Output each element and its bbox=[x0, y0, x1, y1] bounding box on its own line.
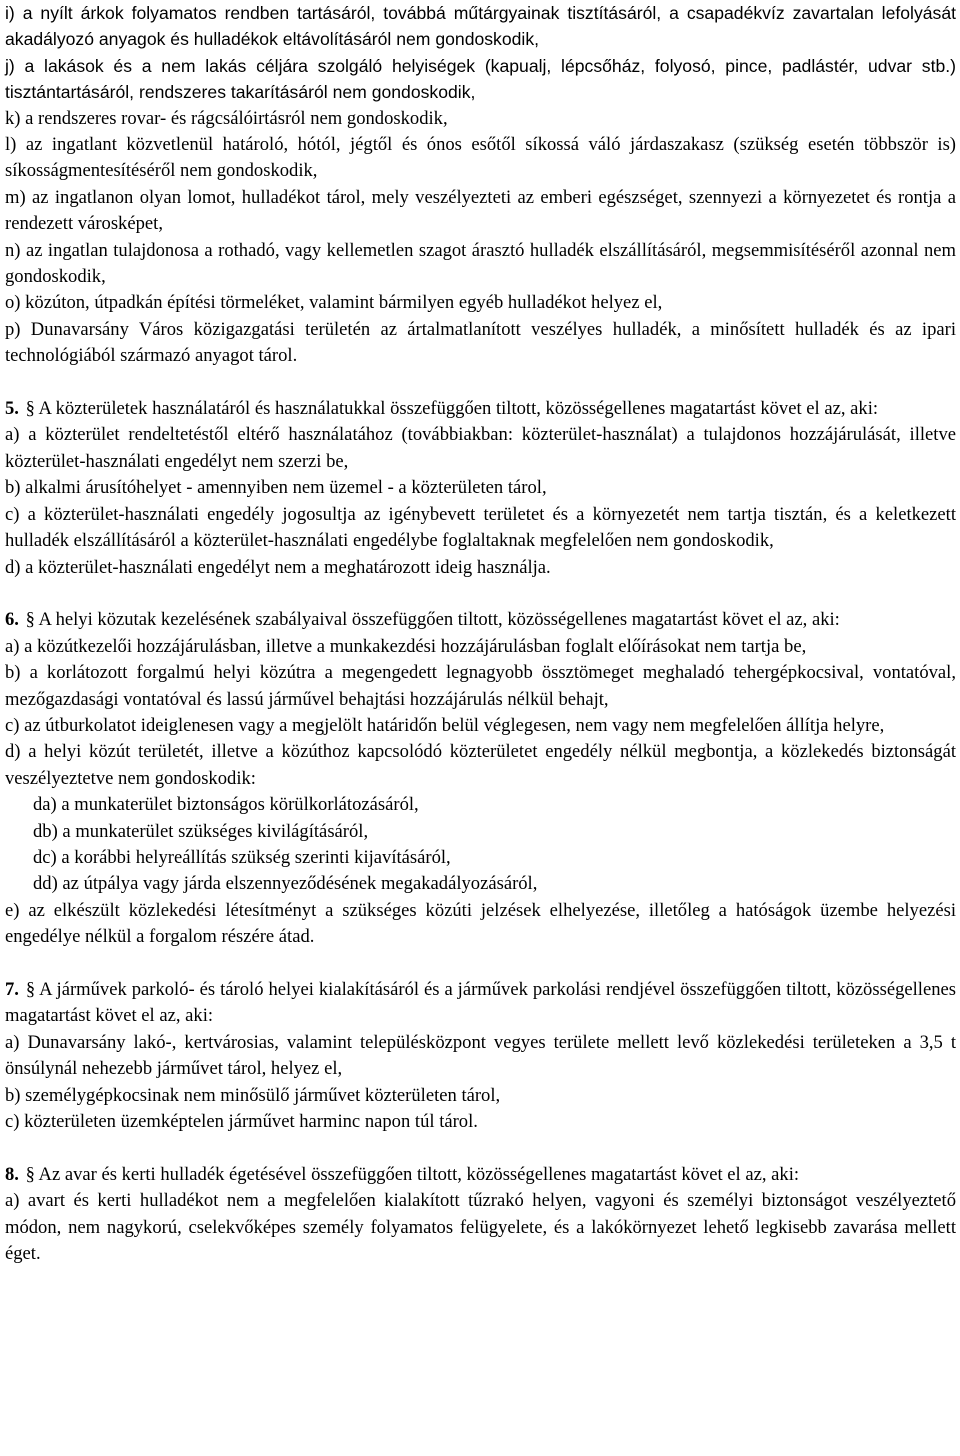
section-6-item-e: e) az elkészült közlekedési létesítményt a szükséges közúti jelzések elhelyezése, illetőleg a hatóságok üzembe helyezési engedélye nélkül a forgalom részére átad. bbox=[5, 899, 956, 948]
item-o: o) közúton, útpadkán építési törmeléket, valamint bármilyen egyéb hulladékot helyez el, bbox=[5, 292, 663, 314]
section-6-intro bbox=[5, 607, 956, 633]
section-6-subitem-dd: dd) az útpálya vagy járda elszennyeződésének megakadályozásáról, bbox=[33, 873, 538, 895]
section-6-item-d: d) a helyi közút területét, illetve a közúthoz kapcsolódó közterületet engedély nélkül megbontja, a közlekedés biztonságát veszélyeztetve nem gondoskodik: bbox=[5, 741, 956, 789]
section-5-item-b: b) alkalmi árusítóhelyet - amennyiben nem üzemel - a közterületen tárol, bbox=[5, 477, 547, 499]
item-l: l) az ingatlant közvetlenül határoló, hótól, jégtől és ónos esőtől síkossá váló járdaszakasz (szükség esetén többször is) síkosságmentesítéséről nem gondoskodik, bbox=[5, 134, 956, 182]
section-6-item-b: b) a korlátozott forgalmú helyi közútra a megengedett legnagyobb össztömeget meghaladó tehergépkocsival, vontatóval, mezőgazdasági vontatóval és lassú járművel behajtási hozzájárulás nélkül behajt, bbox=[5, 662, 956, 710]
section-5 bbox=[5, 396, 956, 581]
section-number: 7. bbox=[5, 978, 19, 1000]
section-number: 5. bbox=[5, 398, 19, 420]
item-k: k) a rendszeres rovar- és rágcsálóirtásról nem gondoskodik, bbox=[5, 107, 448, 129]
section-7 bbox=[5, 977, 956, 1135]
section-6-subitem-da: da) a munkaterület biztonságos körülkorlátozásáról, bbox=[33, 794, 419, 816]
section-7-item-a: a) Dunavarsány lakó-, kertvárosias, valamint településközpont vegyes területe mellett levő közlekedési területeken a 3,5 t önsúlynál nehezebb járművet tárol, helyez el, bbox=[5, 1031, 956, 1080]
section-6-subitem-dc: dc) a korábbi helyreállítás szükség szerinti kijavításáról, bbox=[33, 846, 451, 868]
section-sign: § bbox=[25, 398, 35, 420]
section-5-intro bbox=[5, 396, 956, 422]
item-n: n) az ingatlan tulajdonosa a rothadó, vagy kellemetlen szagot árasztó hulladék elszállításáról, megsemmisítéséről azonnal nem gondoskodik, bbox=[5, 239, 956, 288]
section-intro-text: A helyi közutak kezelésének szabályaival összefüggően tiltott, közösségellenes magatartást követ el az, aki: bbox=[38, 609, 840, 631]
section-6-item-c: c) az útburkolatot ideiglenesen vagy a megjelölt határidőn belül véglegesen, nem vagy nem megfelelően állítja helyre, bbox=[5, 714, 885, 736]
section-sign: § bbox=[25, 1163, 35, 1185]
section-8-intro bbox=[5, 1162, 956, 1188]
section-6 bbox=[5, 607, 956, 950]
section-sign: § bbox=[25, 609, 35, 631]
section-7-intro bbox=[5, 977, 956, 1030]
section-number: 8. bbox=[5, 1163, 19, 1185]
section-7-item-b: b) személygépkocsinak nem minősülő járművet közterületen tárol, bbox=[5, 1084, 501, 1106]
section-7-item-c: c) közterületen üzemképtelen járművet harminc napon túl tárol. bbox=[5, 1111, 478, 1133]
section-intro-text: Az avar és kerti hulladék égetésével összefüggően tiltott, közösségellenes magatartást követ el az, aki: bbox=[38, 1163, 800, 1185]
section-8-item-a: a) avart és kerti hulladékot nem a megfelelően kialakított tűzrakó helyen, vagyoni és személyi biztonságot veszélyeztető módon, nem nagykorú, cselekvőképes személy folyamatos felügyelete, és a lakókörnyezet lehető legkisebb zavarása mellett éget. bbox=[5, 1190, 956, 1265]
section-6-item-a: a) a közútkezelői hozzájárulásban, illetve a munkakezdési hozzájárulásban foglalt előírásokat nem tartja be, bbox=[5, 635, 807, 657]
item-m: m) az ingatlanon olyan lomot, hulladékot tárol, mely veszélyezteti az emberi egészséget, szennyezi a környezetet és rontja a rendezett városképet, bbox=[5, 186, 956, 235]
section-5-item-c: c) a közterület-használati engedély jogosultja az igénybevett területet és a környezetét nem tartja tisztán, és a keletkezett hulladék elszállításáról a közterület-használati engedélybe foglaltaknak megfelelően nem gondoskodik, bbox=[5, 503, 956, 552]
spacer bbox=[5, 370, 956, 396]
spacer bbox=[5, 951, 956, 977]
section-number: 6. bbox=[5, 609, 19, 631]
item-i: i) a nyílt árkok folyamatos rendben tartásáról, továbbá műtárgyainak tisztításáról, a csapadékvíz zavartalan lefolyását akadályozó anyagok és hulladékok eltávolításáról nem gondoskodik, bbox=[5, 3, 956, 50]
list-continuation bbox=[5, 0, 956, 370]
section-8 bbox=[5, 1162, 956, 1268]
section-sign: § bbox=[25, 978, 36, 1000]
section-intro-text: A közterületek használatáról és használatukkal összefüggően tiltott, közösségellenes magatartást követ el az, aki: bbox=[38, 398, 879, 420]
spacer bbox=[5, 581, 956, 607]
section-intro-text: A járművek parkoló- és tároló helyei kialakításáról és a járművek parkolási rendjével összefüggően tiltott, közösségellenes magatartást követ el az, aki: bbox=[5, 978, 956, 1027]
section-6-subitem-db: db) a munkaterület szükséges kivilágításáról, bbox=[33, 820, 369, 842]
section-5-item-a: a) a közterület rendeltetéstől eltérő használatához (továbbiakban: közterület-használat) a tulajdonos hozzájárulását, illetve közterület-használati engedélyt nem szerzi be, bbox=[5, 424, 956, 472]
item-p: p) Dunavarsány Város közigazgatási területén az ártalmatlanított veszélyes hulladék, a minősített hulladék és az ipari technológiából származó anyagot tárol. bbox=[5, 318, 956, 367]
section-5-item-d: d) a közterület-használati engedélyt nem a meghatározott ideig használja. bbox=[5, 556, 551, 578]
spacer bbox=[5, 1135, 956, 1161]
item-j: j) a lakások és a nem lakás céljára szolgáló helyiségek (kapualj, lépcsőház, folyosó, pince, padlástér, udvar stb.) tisztántartásáról, rendszeres takarításáról nem gondoskodik, bbox=[5, 55, 956, 103]
